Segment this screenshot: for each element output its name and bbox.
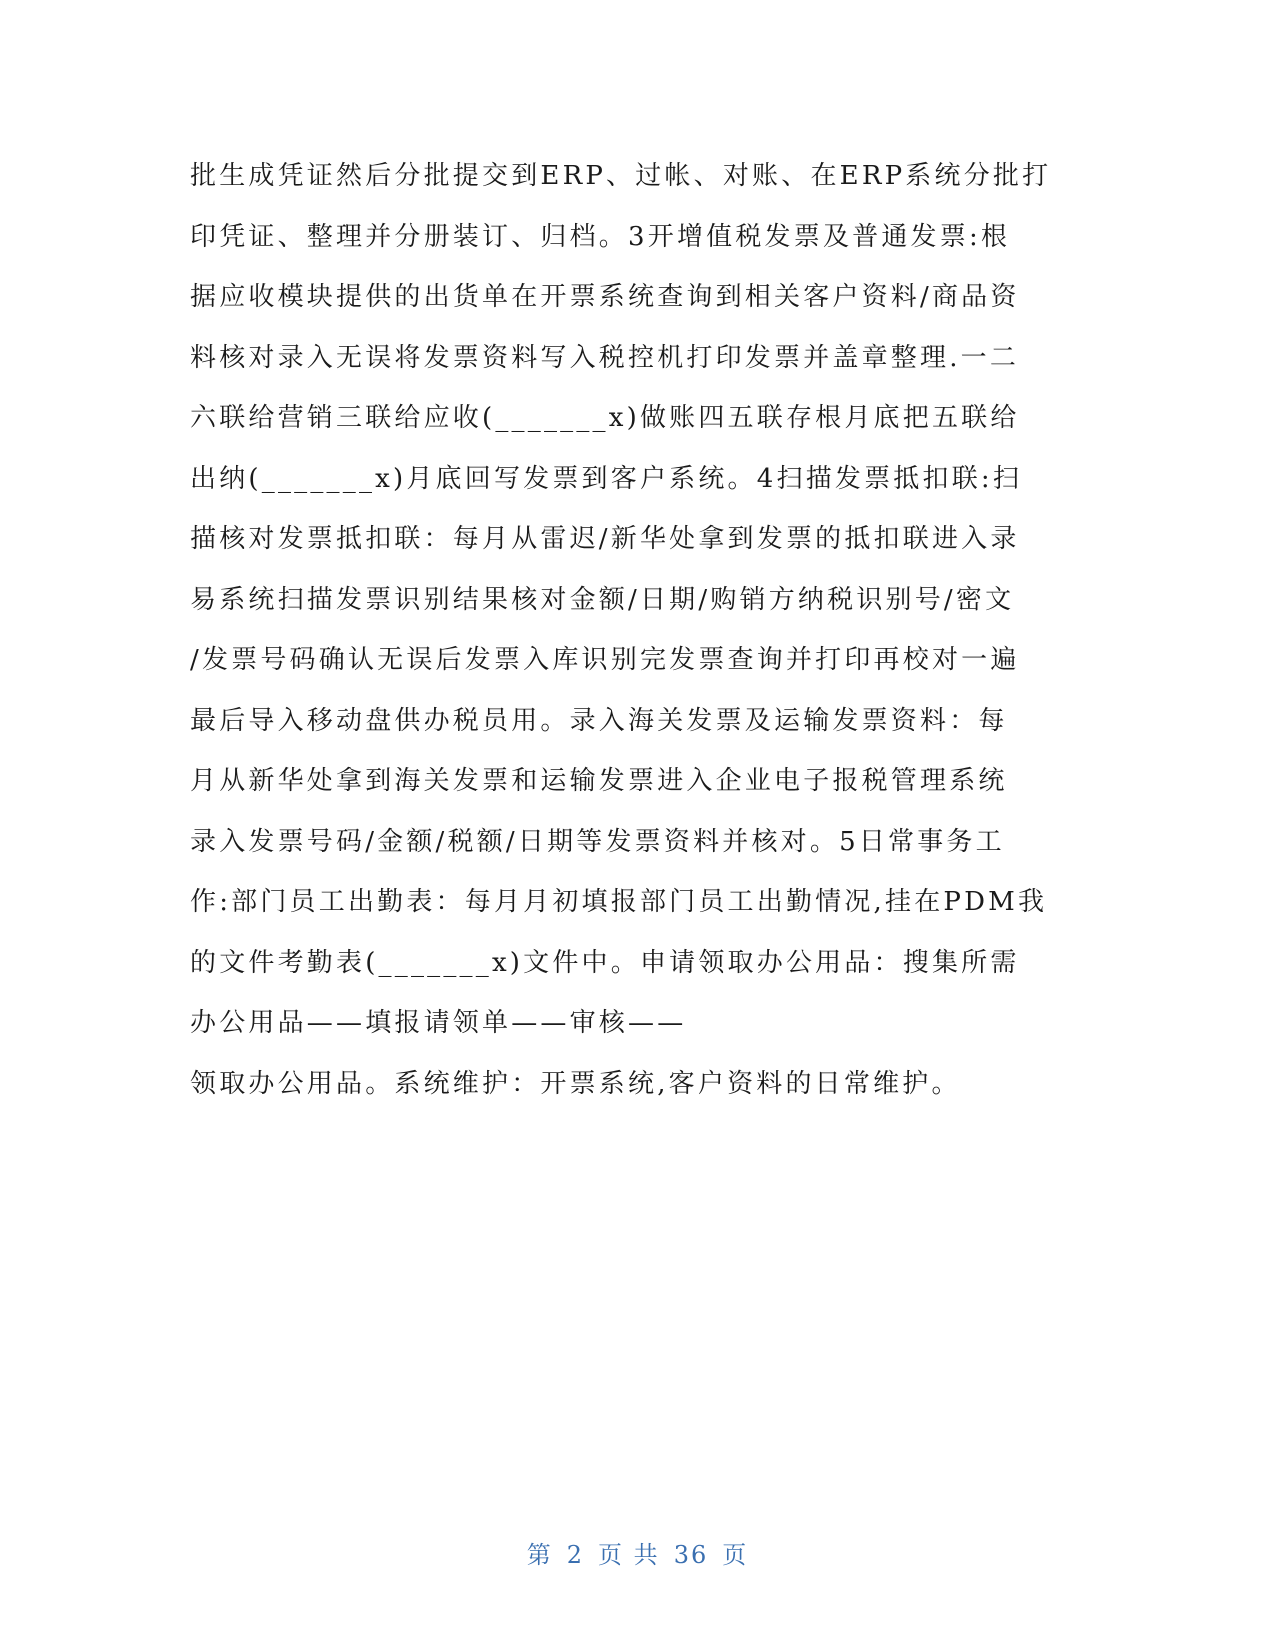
- text-line: 易系统扫描发票识别结果核对金额/日期/购销方纳税识别号/密文: [190, 584, 1015, 615]
- text-line: 描核对发票抵扣联：每月从雷迟/新华处拿到发票的抵扣联进入录: [190, 524, 1020, 554]
- body-text: [190, 146, 1090, 1114]
- footer-label-pages: 页: [722, 1541, 749, 1569]
- page-footer: [0, 1535, 1275, 1570]
- text-line: 办公用品——填报请领单——审核——: [190, 1008, 687, 1038]
- text-line: 六联给营销三联给应收(_______x)做账四五联存根月底把五联给: [190, 403, 1020, 433]
- current-page-number: 2: [566, 1541, 585, 1569]
- text-line: 最后导入移动盘供办税员用。录入海关发票及运输发票资料：每: [190, 705, 1008, 736]
- text-line: /发票号码确认无误后发票入库识别完发票查询并打印再校对一遍: [190, 645, 1020, 675]
- text-line: 的文件考勤表(_______x)文件中。申请领取办公用品：搜集所需: [190, 947, 1020, 978]
- text-line: 录入发票号码/金额/税额/日期等发票资料并核对。5日常事务工: [190, 826, 1005, 857]
- total-pages-number: 36: [673, 1541, 709, 1569]
- footer-label-of: 页 共: [598, 1541, 660, 1569]
- text-line: 月从新华处拿到海关发票和运输发票进入企业电子报税管理系统: [190, 766, 1008, 796]
- footer-label-page: 第: [526, 1541, 553, 1569]
- text-line: 据应收模块提供的出货单在开票系统查询到相关客户资料/商品资: [190, 282, 1020, 312]
- text-line: 批生成凭证然后分批提交到ERP、过帐、对账、在ERP系统分批打: [190, 161, 1052, 191]
- text-line: 印凭证、整理并分册装订、归档。3开增值税发票及普通发票:根: [190, 221, 1011, 252]
- text-line: 料核对录入无误将发票资料写入税控机打印发票并盖章整理.一二: [190, 342, 1020, 373]
- text-line: 出纳(_______x)月底回写发票到客户系统。4扫描发票抵扣联:扫: [190, 463, 1023, 494]
- text-line: 领取办公用品。系统维护：开票系统,客户资料的日常维护。: [190, 1068, 961, 1099]
- text-line: 作:部门员工出勤表：每月月初填报部门员工出勤情况,挂在PDM我: [190, 887, 1048, 917]
